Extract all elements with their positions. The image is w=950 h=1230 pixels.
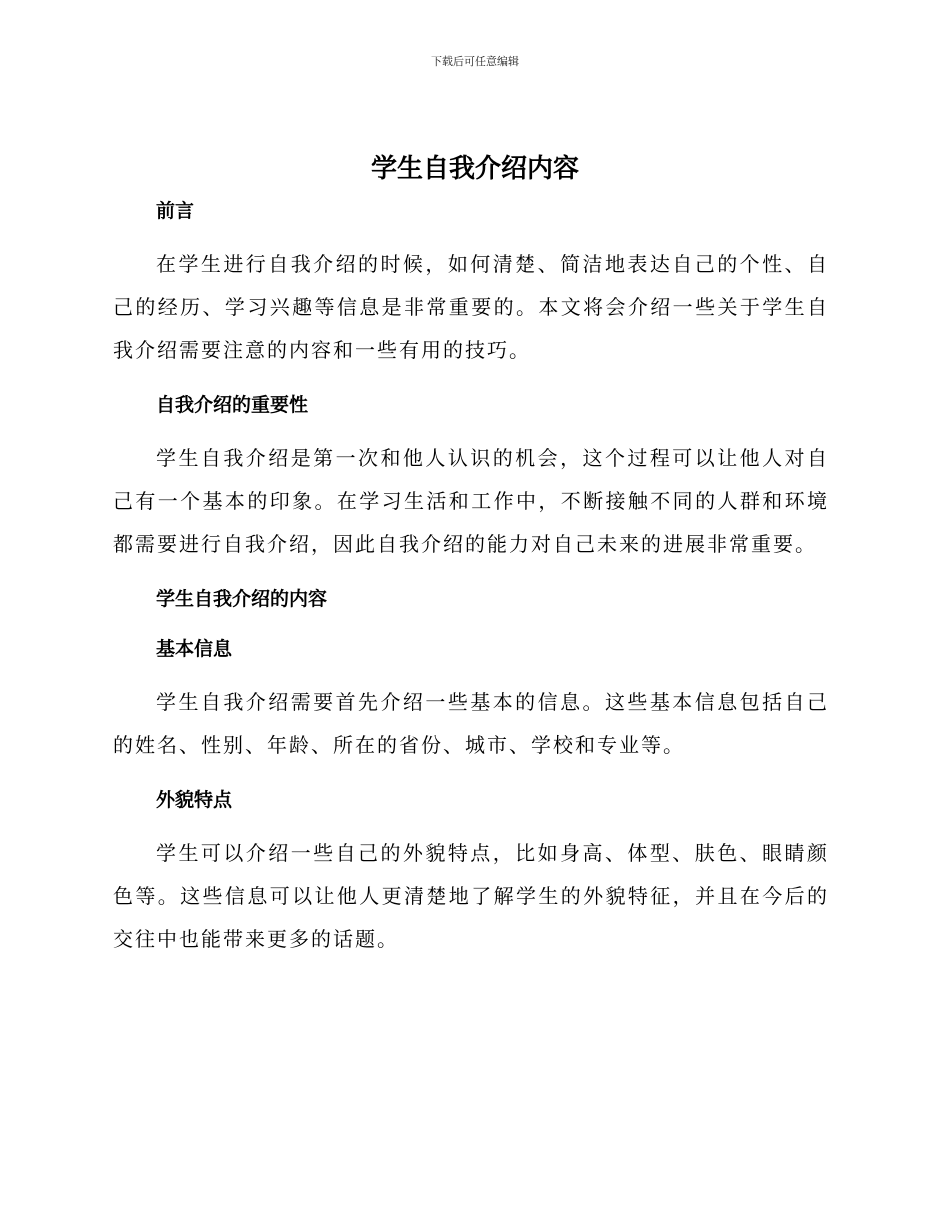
section-heading-basic-info: 基本信息 bbox=[156, 638, 233, 660]
document-title: 学生自我介绍内容 bbox=[370, 154, 579, 184]
section-heading-content: 学生自我介绍的内容 bbox=[156, 588, 328, 610]
section-heading-preface: 前言 bbox=[156, 200, 195, 222]
section-paragraph-preface: 在学生进行自我介绍的时候，如何清楚、简洁地表达自己的个性、自己的经历、学习兴趣等信息是非常重要的。本文将会介绍一些关于学生自我介绍需要注意的内容和一些有用的技巧。 bbox=[113, 252, 829, 362]
section-paragraph-importance: 学生自我介绍是第一次和他人认识的机会，这个过程可以让他人对自己有一个基本的印象。在学习生活和工作中，不断接触不同的人群和环境都需要进行自我介绍，因此自我介绍的能力对自己未来的进展非常重要。 bbox=[113, 446, 829, 556]
document-body bbox=[113, 194, 829, 961]
page-header: 下载后可任意编辑 bbox=[431, 55, 519, 68]
section-paragraph-appearance: 学生可以介绍一些自己的外貌特点，比如身高、体型、肤色、眼睛颜色等。这些信息可以让他人更清楚地了解学生的外貌特征，并且在今后的交往中也能带来更多的话题。 bbox=[113, 841, 829, 951]
section-heading-appearance: 外貌特点 bbox=[156, 789, 233, 811]
section-paragraph-basic-info: 学生自我介绍需要首先介绍一些基本的信息。这些基本信息包括自己的姓名、性别、年龄、所在的省份、城市、学校和专业等。 bbox=[113, 690, 829, 757]
section-heading-importance: 自我介绍的重要性 bbox=[156, 394, 309, 416]
